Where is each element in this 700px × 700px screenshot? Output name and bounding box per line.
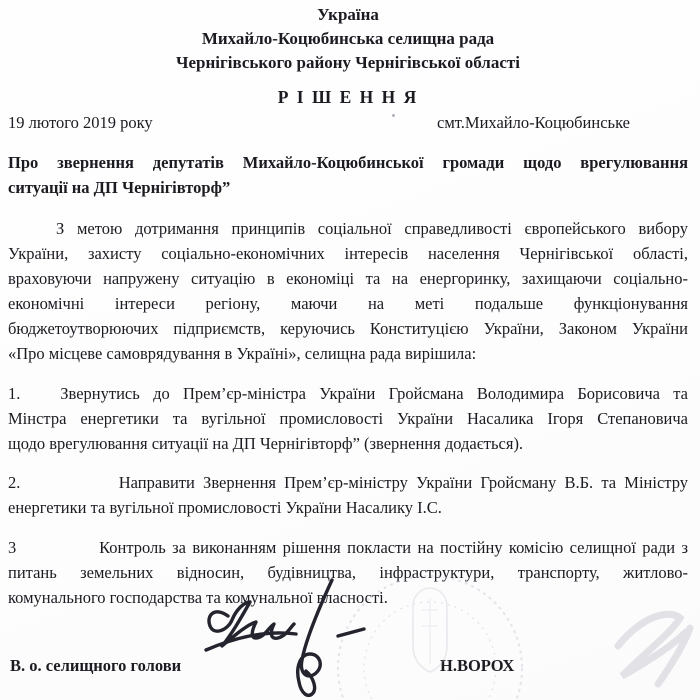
text-line: енергетики та вугільної промисловості України Насалику І.С. (8, 498, 442, 517)
decision-item-1 (8, 381, 688, 456)
text-line: комунального господарства та комунальної власності. (8, 588, 388, 607)
text-line: України, захисту соціально-економічних інтересів населення Чернігівської області, (8, 244, 688, 263)
document-date: 19 лютого 2019 року (8, 113, 153, 132)
decision-item-2 (8, 470, 688, 520)
preamble-paragraph (8, 216, 688, 366)
header-country: Україна (317, 5, 379, 24)
signer-position: В. о. селищного голови (10, 656, 182, 675)
text-line: З метою дотримання принципів соціальної справедливості європейського вибору (56, 219, 688, 238)
document-type-title: Р І Ш Е Н Н Я (277, 87, 419, 107)
text-line: Мінстра енергетики та вугільної промисловості України Насалика Ігоря Степановича (8, 409, 688, 428)
text-line: питань земельних відносин, будівництва, інфраструктури, транспорту, житлово- (8, 563, 688, 582)
text-line: економічні інтереси регіону, маючи на меті подальше функціонування (8, 294, 688, 313)
header-council-name: Михайло-Коцюбинська селищна рада (201, 29, 495, 48)
subject-paragraph (8, 150, 688, 200)
scan-artifact-dot (392, 114, 395, 117)
header-district: Чернігівського району Чернігівської області (176, 53, 520, 72)
meta-row (8, 112, 688, 134)
signature-block (8, 654, 688, 684)
decision-item-3 (8, 535, 688, 610)
text-line: бюджетоутворюючих підприємств, керуючись Конституцією України, Законом України (8, 319, 688, 338)
text-line: Про звернення депутатів Михайло-Коцюбинської громади щодо врегулювання (8, 153, 688, 172)
text-line: ситуації на ДП Чернігівторф” (8, 178, 231, 197)
text-line: «Про місцеве самоврядування в Україні», селищна рада вирішила: (8, 344, 477, 363)
document-place: смт.Михайло-Коцюбинське (437, 113, 630, 132)
text-line: 3 Контроль за виконанням рішення покласти на постійну комісію селищної ради з (8, 538, 688, 557)
text-line: щодо врегулювання ситуації на ДП Чернігівторф” (звернення додається). (8, 434, 524, 453)
text-line: враховуючи напружену ситуацію в економіці та на енергоринку, захищаючи соціально- (8, 269, 688, 288)
text-line: 2. Направити Звернення Прем’єр-міністру України Гройсману В.Б. та Міністру (8, 473, 688, 492)
text-line: 1. Звернутись до Прем’єр-міністра України Гройсмана Володимира Борисовича та (8, 384, 688, 403)
signer-name: Н.ВОРОХ (440, 656, 515, 675)
